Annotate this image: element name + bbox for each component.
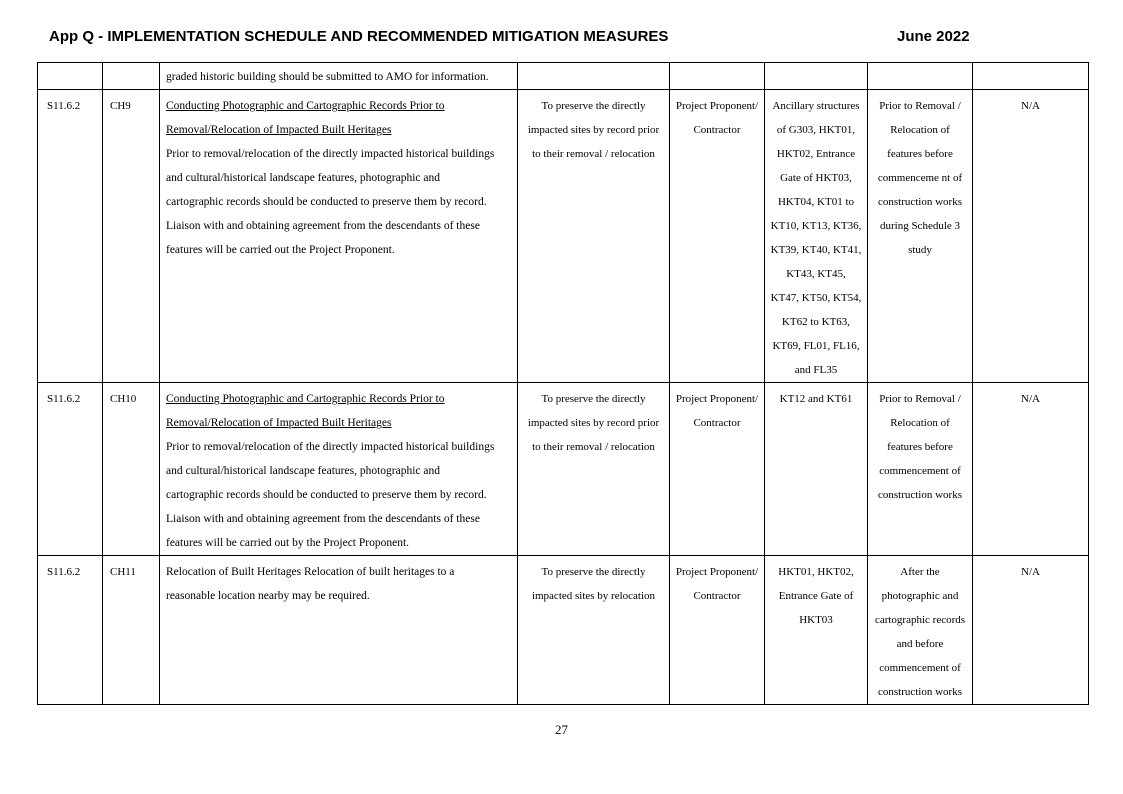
- timing-text: construction works: [877, 196, 962, 208]
- requirements-text: N/A: [1021, 566, 1040, 578]
- measure-text: Relocation of Built Heritages Relocation of built heritages to a: [166, 566, 455, 578]
- location-cell: [765, 556, 868, 705]
- location-text: HKT02, Entrance: [776, 148, 856, 160]
- cell-empty: [103, 63, 160, 90]
- measure-cell: [160, 556, 518, 705]
- location-text: KT10, KT13, KT36,: [770, 220, 862, 232]
- location-cell-content: [765, 90, 867, 382]
- location-text: Ancillary structures: [772, 100, 860, 112]
- measure-id: CH9: [110, 100, 131, 112]
- objective-cell-content: [518, 90, 669, 166]
- timing-text: during Schedule 3: [879, 220, 961, 232]
- measure-cell: [160, 383, 518, 556]
- timing-text: construction works: [877, 686, 962, 698]
- timing-text: photographic and: [881, 590, 959, 602]
- cell-empty: [765, 63, 868, 90]
- timing-text: and before: [896, 638, 944, 650]
- implementer-text: Project Proponent/: [675, 393, 759, 405]
- location-text: KT39, KT40, KT41,: [770, 244, 862, 256]
- timing-cell: [868, 383, 973, 556]
- page-number: 27: [555, 722, 568, 737]
- objective-text: impacted sites by relocation: [531, 590, 656, 602]
- requirements-text: N/A: [1021, 393, 1040, 405]
- ref-cell-content: [38, 383, 102, 411]
- location-text: KT43, KT45,: [786, 268, 846, 280]
- measure-text: features will be carried out the Project Proponent.: [166, 244, 395, 256]
- requirements-cell-content: [973, 90, 1088, 118]
- measure-text: cartographic records should be conducted to preserve them by record.: [166, 489, 487, 501]
- location-cell-content: [765, 383, 867, 411]
- timing-text: study: [908, 244, 932, 256]
- timing-text: Relocation of: [890, 124, 950, 136]
- objective-text: impacted sites by record prior: [527, 124, 660, 136]
- objective-cell-content: [518, 556, 669, 608]
- measure-cell-content: [160, 90, 517, 262]
- ref-cell-content: [38, 556, 102, 584]
- timing-text: features before: [887, 148, 953, 160]
- id-cell: [103, 90, 160, 383]
- requirements-cell-content: [973, 556, 1088, 584]
- location-text: Gate of HKT03,: [780, 172, 852, 184]
- timing-text: After the: [900, 566, 940, 578]
- timing-text: commenceme nt of: [877, 172, 963, 184]
- objective-cell: [518, 556, 670, 705]
- location-cell: [765, 90, 868, 383]
- implementer-text: Contractor: [693, 124, 741, 136]
- location-text: KT69, FL01, FL16,: [772, 340, 860, 352]
- requirements-cell: [973, 90, 1089, 383]
- objective-text: To preserve the directly: [541, 393, 646, 405]
- location-text: KT62 to KT63,: [781, 316, 851, 328]
- measure-heading: Removal/Relocation of Impacted Built Heritages: [166, 417, 392, 429]
- timing-cell-content: [868, 383, 972, 507]
- ref-cell: [38, 90, 103, 383]
- implementer-cell-content: [670, 383, 764, 435]
- requirements-text: N/A: [1021, 100, 1040, 112]
- objective-text: to their removal / relocation: [532, 148, 655, 160]
- table-row: [38, 90, 1089, 383]
- cell-empty: [973, 63, 1089, 90]
- location-cell: [765, 383, 868, 556]
- objective-text: To preserve the directly: [541, 100, 646, 112]
- measure-heading: Conducting Photographic and Cartographic Records Prior to: [166, 393, 445, 405]
- document-title: App Q - IMPLEMENTATION SCHEDULE AND RECOMMENDED MITIGATION MEASURES: [49, 28, 669, 45]
- measure-text: cartographic records should be conducted to preserve them by record.: [166, 196, 487, 208]
- implementer-cell-content: [670, 556, 764, 608]
- measure-id: CH10: [110, 393, 137, 405]
- location-text: HKT01, HKT02,: [778, 566, 854, 578]
- timing-cell-content: [868, 556, 972, 704]
- timing-text: construction works: [877, 489, 962, 501]
- measure-text: and cultural/historical landscape features, photographic and: [166, 465, 440, 477]
- cell-empty: [38, 63, 103, 90]
- implementer-text: Project Proponent/: [675, 566, 759, 578]
- cell-empty: [670, 63, 765, 90]
- implementer-text: Project Proponent/: [675, 100, 759, 112]
- implementer-text: Contractor: [693, 590, 741, 602]
- location-text: HKT04, KT01 to: [777, 196, 855, 208]
- measure-text: Liaison with and obtaining agreement from the descendants of these: [166, 513, 480, 525]
- timing-text: Relocation of: [890, 417, 950, 429]
- measure-text: reasonable location nearby may be required.: [166, 590, 370, 602]
- table-row: [38, 556, 1089, 705]
- measure-text: Prior to removal/relocation of the directly impacted historical buildings: [166, 148, 495, 160]
- continuation-row: [38, 63, 1089, 90]
- ref-text: S11.6.2: [47, 566, 81, 578]
- timing-text: commencement of: [879, 662, 961, 674]
- timing-text: features before: [887, 441, 953, 453]
- location-text: and FL35: [794, 364, 838, 376]
- location-cell-content: [765, 556, 867, 632]
- measure-id: CH11: [110, 566, 136, 578]
- ref-cell-content: [38, 90, 102, 118]
- document-date: June 2022: [897, 28, 970, 45]
- implementation-schedule-table: [37, 62, 1089, 705]
- cell-empty: [518, 63, 670, 90]
- timing-text: commencement of: [879, 465, 961, 477]
- measure-heading: Removal/Relocation of Impacted Built Heritages: [166, 124, 392, 136]
- measure-heading: Conducting Photographic and Cartographic Records Prior to: [166, 100, 445, 112]
- implementer-cell: [670, 383, 765, 556]
- id-cell-content: [103, 383, 159, 411]
- timing-text: Prior to Removal /: [879, 100, 961, 112]
- location-text: KT12 and KT61: [779, 393, 853, 405]
- ref-text: S11.6.2: [47, 393, 81, 405]
- objective-text: To preserve the directly: [541, 566, 646, 578]
- continuation-text: graded historic building should be submitted to AMO for information.: [166, 71, 489, 83]
- ref-cell: [38, 556, 103, 705]
- objective-text: impacted sites by record prior: [527, 417, 660, 429]
- requirements-cell-content: [973, 383, 1088, 411]
- measure-text: Liaison with and obtaining agreement from the descendants of these: [166, 220, 480, 232]
- continuation-cell: [160, 63, 518, 90]
- objective-cell: [518, 383, 670, 556]
- objective-cell: [518, 90, 670, 383]
- table-row: [38, 383, 1089, 556]
- id-cell: [103, 383, 160, 556]
- timing-cell-content: [868, 90, 972, 262]
- requirements-cell: [973, 383, 1089, 556]
- timing-cell: [868, 90, 973, 383]
- objective-text: to their removal / relocation: [532, 441, 655, 453]
- requirements-cell: [973, 556, 1089, 705]
- measure-cell: [160, 90, 518, 383]
- measure-text: Prior to removal/relocation of the directly impacted historical buildings: [166, 441, 495, 453]
- ref-text: S11.6.2: [47, 100, 81, 112]
- implementer-cell-content: [670, 90, 764, 142]
- objective-cell-content: [518, 383, 669, 459]
- id-cell-content: [103, 90, 159, 118]
- timing-text: cartographic records: [874, 614, 966, 626]
- location-text: Entrance Gate of: [778, 590, 854, 602]
- timing-text: Prior to Removal /: [879, 393, 961, 405]
- ref-cell: [38, 383, 103, 556]
- id-cell-content: [103, 556, 159, 584]
- measure-cell-content: [160, 383, 517, 555]
- timing-cell: [868, 556, 973, 705]
- implementer-cell: [670, 556, 765, 705]
- location-text: KT47, KT50, KT54,: [770, 292, 862, 304]
- cell-empty: [868, 63, 973, 90]
- implementer-text: Contractor: [693, 417, 741, 429]
- measure-text: features will be carried out by the Project Proponent.: [166, 537, 410, 549]
- id-cell: [103, 556, 160, 705]
- implementer-cell: [670, 90, 765, 383]
- location-text: of G303, HKT01,: [776, 124, 856, 136]
- location-text: HKT03: [799, 614, 833, 626]
- measure-cell-content: [160, 556, 517, 608]
- measure-text: and cultural/historical landscape features, photographic and: [166, 172, 440, 184]
